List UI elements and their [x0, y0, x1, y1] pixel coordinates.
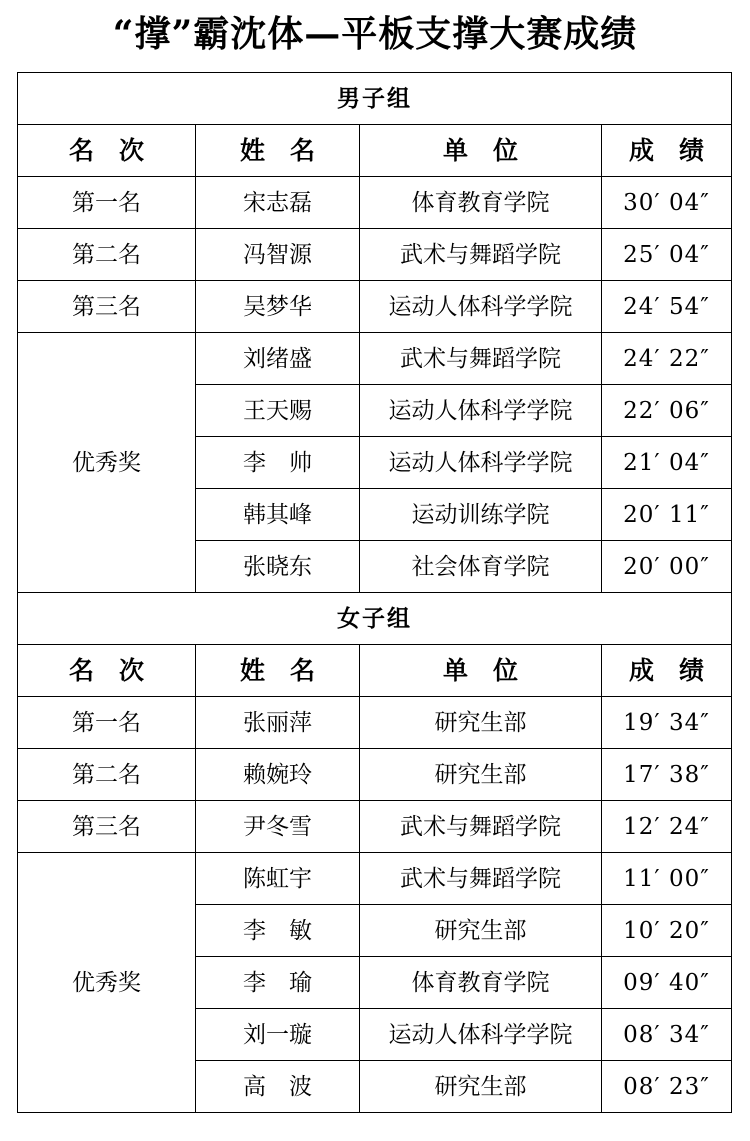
unit-cell: 体育教育学院 [360, 957, 602, 1009]
unit-cell: 运动训练学院 [360, 489, 602, 541]
score-cell: 21′ 04″ [602, 437, 732, 489]
group-title-men: 男子组 [18, 73, 732, 125]
unit-cell: 研究生部 [360, 697, 602, 749]
unit-cell: 武术与舞蹈学院 [360, 801, 602, 853]
score-cell: 20′ 11″ [602, 489, 732, 541]
header-unit: 单 位 [360, 645, 602, 697]
name-cell: 宋志磊 [196, 177, 360, 229]
header-unit: 单 位 [360, 125, 602, 177]
score-cell: 24′ 22″ [602, 333, 732, 385]
table-row [18, 229, 732, 281]
unit-cell: 研究生部 [360, 905, 602, 957]
header-score: 成 绩 [602, 645, 732, 697]
table-row [18, 749, 732, 801]
table-row [18, 333, 732, 385]
name-cell: 冯智源 [196, 229, 360, 281]
header-score: 成 绩 [602, 125, 732, 177]
score-cell: 09′ 40″ [602, 957, 732, 1009]
score-cell: 30′ 04″ [602, 177, 732, 229]
name-cell: 张丽萍 [196, 697, 360, 749]
score-cell: 19′ 34″ [602, 697, 732, 749]
name-cell: 刘一璇 [196, 1009, 360, 1061]
score-cell: 08′ 34″ [602, 1009, 732, 1061]
column-header-row [18, 645, 732, 697]
name-cell: 李 帅 [196, 437, 360, 489]
score-cell: 20′ 00″ [602, 541, 732, 593]
table-row [18, 177, 732, 229]
header-name: 姓 名 [196, 645, 360, 697]
score-cell: 22′ 06″ [602, 385, 732, 437]
name-cell: 李 瑜 [196, 957, 360, 1009]
name-cell: 韩其峰 [196, 489, 360, 541]
rank-cell: 第三名 [18, 281, 196, 333]
rank-cell: 第一名 [18, 177, 196, 229]
header-rank: 名 次 [18, 125, 196, 177]
header-name: 姓 名 [196, 125, 360, 177]
score-cell: 25′ 04″ [602, 229, 732, 281]
name-cell: 李 敏 [196, 905, 360, 957]
unit-cell: 研究生部 [360, 1061, 602, 1113]
table-row [18, 697, 732, 749]
results-table [17, 72, 732, 1113]
rank-cell: 第二名 [18, 749, 196, 801]
score-cell: 08′ 23″ [602, 1061, 732, 1113]
score-cell: 11′ 00″ [602, 853, 732, 905]
name-cell: 尹冬雪 [196, 801, 360, 853]
name-cell: 张晓东 [196, 541, 360, 593]
rank-cell: 第三名 [18, 801, 196, 853]
group-title-women: 女子组 [18, 593, 732, 645]
unit-cell: 研究生部 [360, 749, 602, 801]
name-cell: 陈虹宇 [196, 853, 360, 905]
score-cell: 24′ 54″ [602, 281, 732, 333]
unit-cell: 体育教育学院 [360, 177, 602, 229]
unit-cell: 武术与舞蹈学院 [360, 229, 602, 281]
table-row [18, 853, 732, 905]
score-cell: 17′ 38″ [602, 749, 732, 801]
rank-cell-excellent: 优秀奖 [18, 853, 196, 1113]
page-title: “撑”霸沈体—平板支撑大赛成绩 [112, 13, 638, 55]
group-header-row [18, 593, 732, 645]
unit-cell: 社会体育学院 [360, 541, 602, 593]
unit-cell: 运动人体科学学院 [360, 437, 602, 489]
unit-cell: 武术与舞蹈学院 [360, 333, 602, 385]
header-rank: 名 次 [18, 645, 196, 697]
unit-cell: 武术与舞蹈学院 [360, 853, 602, 905]
table-row [18, 801, 732, 853]
group-header-row [18, 73, 732, 125]
name-cell: 赖婉玲 [196, 749, 360, 801]
name-cell: 刘绪盛 [196, 333, 360, 385]
name-cell: 王天赐 [196, 385, 360, 437]
rank-cell: 第一名 [18, 697, 196, 749]
name-cell: 高 波 [196, 1061, 360, 1113]
rank-cell: 第二名 [18, 229, 196, 281]
table-row [18, 281, 732, 333]
unit-cell: 运动人体科学学院 [360, 385, 602, 437]
column-header-row [18, 125, 732, 177]
name-cell: 吴梦华 [196, 281, 360, 333]
score-cell: 10′ 20″ [602, 905, 732, 957]
unit-cell: 运动人体科学学院 [360, 281, 602, 333]
score-cell: 12′ 24″ [602, 801, 732, 853]
rank-cell-excellent: 优秀奖 [18, 333, 196, 593]
unit-cell: 运动人体科学学院 [360, 1009, 602, 1061]
